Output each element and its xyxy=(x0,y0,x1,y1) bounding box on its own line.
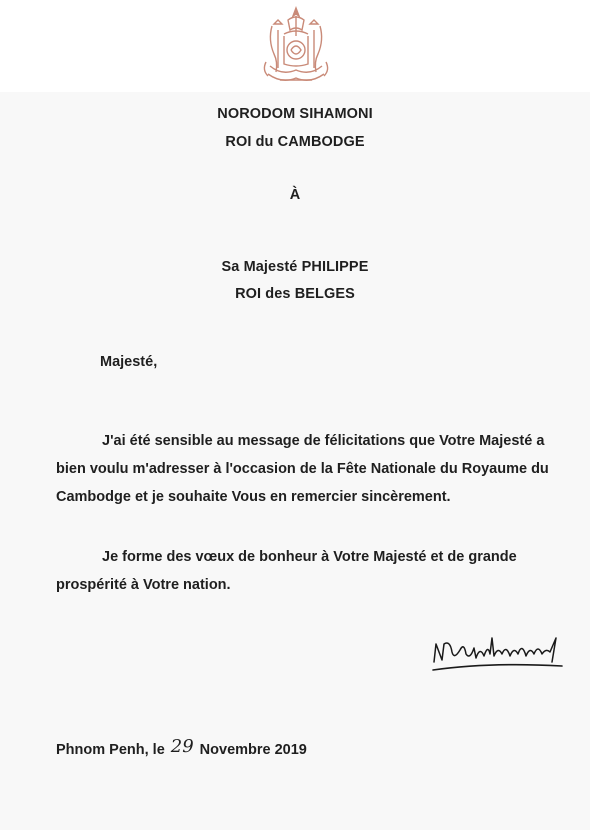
paragraph-2-line: Je forme des vœux de bonheur à Votre Majesté et de grande xyxy=(102,549,517,565)
recipient-title: ROI des BELGES xyxy=(235,286,355,302)
letterhead-area xyxy=(0,0,590,92)
paragraph-1 xyxy=(56,427,549,511)
date-day: 29 xyxy=(170,736,194,757)
paragraph-1-line: J'ai été sensible au message de félicitations que Votre Majesté a xyxy=(102,433,545,449)
date-line xyxy=(56,735,307,764)
paragraph-2-line: prospérité à Votre nation. xyxy=(56,577,231,593)
sender-name: NORODOM SIHAMONI xyxy=(217,106,373,122)
paragraph-1-line: Cambodge et je souhaite Vous en remercier sincèrement. xyxy=(56,489,451,505)
addressee-marker: À xyxy=(289,187,301,203)
date-month-year: Novembre 2019 xyxy=(199,742,307,758)
royal-crest-icon xyxy=(258,6,334,88)
salutation: Majesté, xyxy=(100,354,158,370)
recipient-name: Sa Majesté PHILIPPE xyxy=(221,259,369,275)
handwritten-signature xyxy=(430,632,570,682)
date-place: Phnom Penh, le xyxy=(56,742,165,758)
paragraph-2 xyxy=(56,543,540,599)
paragraph-1-line: bien voulu m'adresser à l'occasion de la Fête Nationale du Royaume du xyxy=(56,461,549,477)
sender-title: ROI du CAMBODGE xyxy=(225,134,365,150)
